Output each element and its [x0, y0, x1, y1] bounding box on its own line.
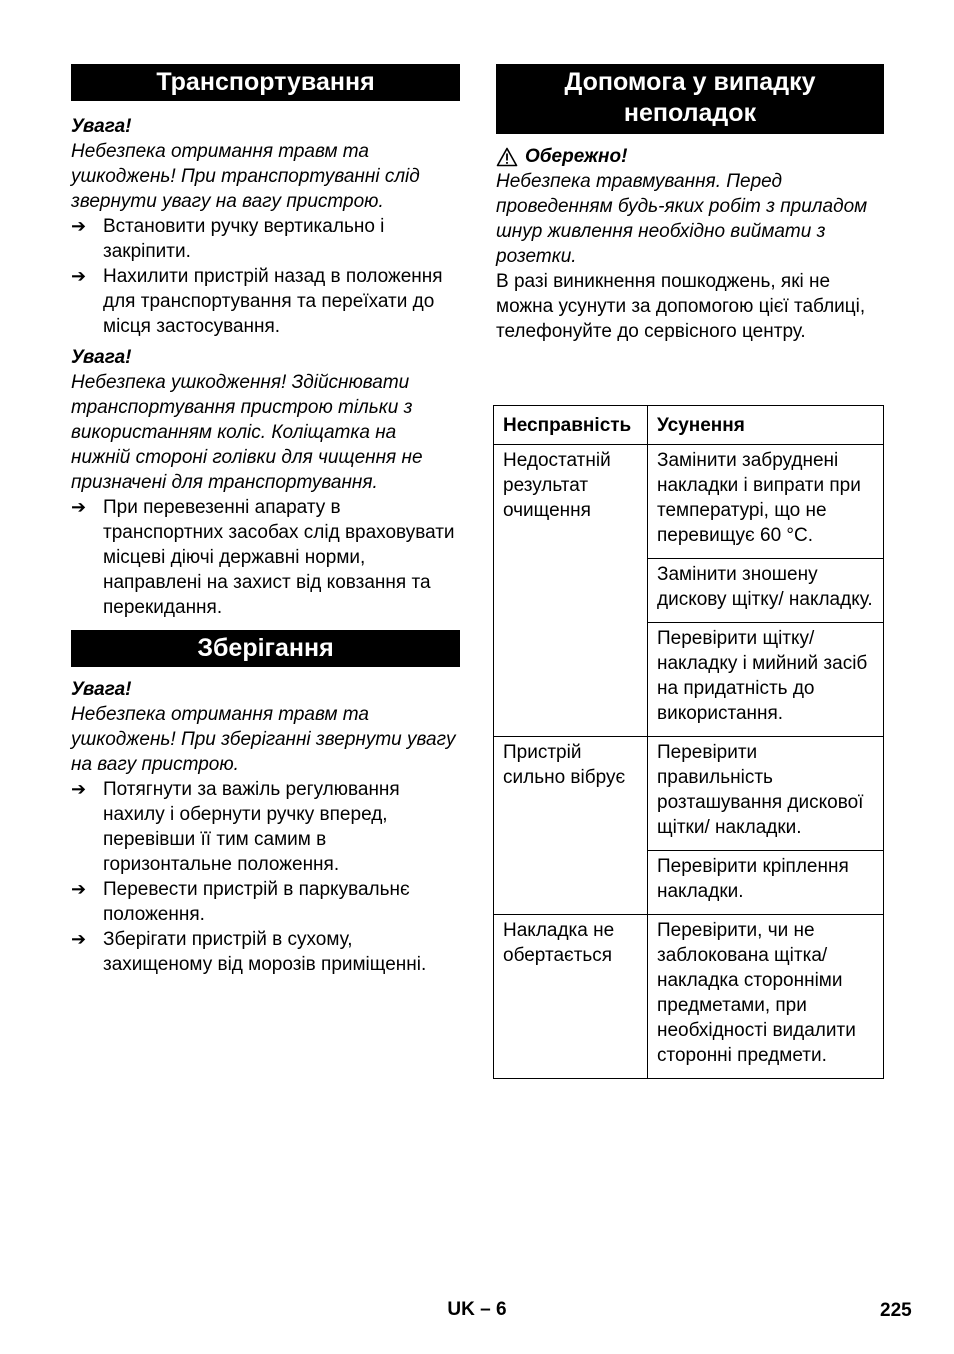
transport-steps-1	[71, 214, 460, 339]
fault-cell: Недостатній результат очищення	[494, 445, 648, 737]
transport-warning-text-2: Небезпека ушкодження! Здійснювати транспортування пристрою тільки з використанням коліс. Коліщатка на нижній стороні голівки для чищення не призначені для транспортування.	[71, 372, 423, 493]
storage-warning-title: Увага!	[71, 679, 132, 700]
fault-cell: Накладка не обертається	[494, 915, 648, 1079]
warning-triangle-icon	[496, 147, 518, 167]
list-item	[71, 214, 460, 264]
arrow-right-icon: ➔	[71, 929, 87, 949]
list-item	[71, 264, 460, 339]
header-fault: Несправність	[494, 406, 648, 445]
section-footer: UK – 6	[447, 1299, 507, 1320]
transport-steps-2	[71, 495, 460, 620]
list-item-text: Зберігати пристрій в сухому, захищеному від морозів приміщенні.	[103, 929, 427, 975]
remedy-cell: Перевірити щітку/ накладку і мийний засіб на придатність до використання.	[648, 623, 884, 737]
arrow-right-icon: ➔	[71, 879, 87, 899]
storage-heading: Зберігання	[71, 630, 460, 667]
remedy-cell: Перевірити кріплення накладки.	[648, 851, 884, 915]
remedy-cell: Замінити зношену дискову щітку/ накладку.	[648, 559, 884, 623]
header-remedy: Усунення	[648, 406, 884, 445]
caution-row	[496, 144, 884, 169]
transport-warning-title-1: Увага!	[71, 116, 132, 137]
arrow-right-icon: ➔	[71, 779, 87, 799]
storage-steps	[71, 777, 460, 977]
transport-warning-text-1: Небезпека отримання травм та ушкоджень! При транспортуванні слід звернути увагу на вагу пристрою.	[71, 141, 420, 212]
list-item	[71, 927, 460, 977]
arrow-right-icon: ➔	[71, 266, 87, 286]
list-item	[71, 495, 460, 620]
list-item	[71, 777, 460, 877]
arrow-right-icon: ➔	[71, 497, 87, 517]
troubleshooting-table	[493, 405, 884, 1079]
left-column	[71, 64, 460, 977]
remedy-cell: Замінити забруднені накладки і випрати при температурі, що не перевищує 60 °С.	[648, 445, 884, 559]
table-row	[494, 737, 884, 851]
list-item-text: Встановити ручку вертикально і закріпити.	[103, 216, 385, 262]
right-column	[496, 64, 884, 344]
fault-cell: Пристрій сильно вібрує	[494, 737, 648, 915]
arrow-right-icon: ➔	[71, 216, 87, 236]
remedy-cell: Перевірити правильність розташування дискової щітки/ накладки.	[648, 737, 884, 851]
list-item-text: Нахилити пристрій назад в положення для транспортування та переїхати до місця застосування.	[103, 266, 443, 337]
list-item-text: Потягнути за важіль регулювання нахилу і обернути ручку вперед, перевівши її тим самим в горизонтальне положення.	[103, 779, 400, 875]
storage-warning-text: Небезпека отримання травм та ушкоджень! При зберіганні звернути увагу на вагу пристрою.	[71, 704, 456, 775]
remedy-cell: Перевірити, чи не заблокована щітка/ накладка сторонніми предметами, при необхідності видалити сторонні предмети.	[648, 915, 884, 1079]
table-row	[494, 915, 884, 1079]
caution-title: Обережно!	[525, 146, 628, 167]
list-item-text: При перевезенні апарату в транспортних засобах слід враховувати місцеві діючі державні норми, направлені на захист від ковзання та перекидання.	[103, 497, 455, 618]
list-item-text: Перевести пристрій в паркувальнє положення.	[103, 879, 410, 925]
transport-heading: Транспортування	[71, 64, 460, 101]
table-header-row	[494, 406, 884, 445]
service-info-text: В разі виникнення пошкоджень, які не можна усунути за допомогою цієї таблиці, телефонуйте до сервісного центру.	[496, 271, 866, 342]
caution-text: Небезпека травмування. Перед проведенням будь-яких робіт з приладом шнур живлення необхідно виймати з розетки.	[496, 171, 868, 267]
list-item	[71, 877, 460, 927]
transport-warning-title-2: Увага!	[71, 347, 132, 368]
table-row	[494, 445, 884, 559]
troubleshooting-heading: Допомога у випадку неполадок	[496, 64, 884, 134]
page-number: 225	[880, 1300, 912, 1321]
